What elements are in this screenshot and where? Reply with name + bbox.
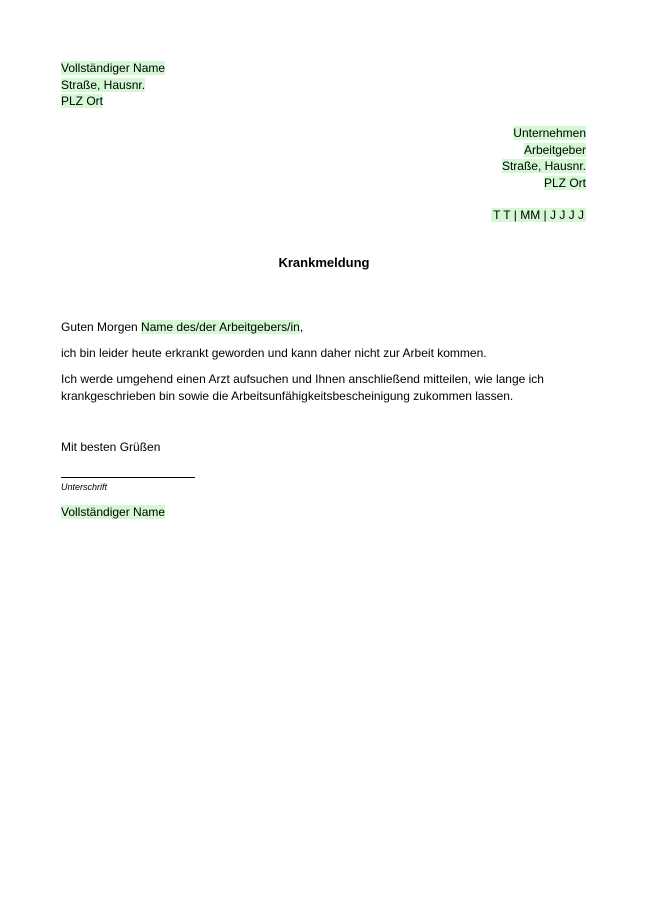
signature-line bbox=[61, 477, 195, 478]
body-paragraph-2-line-1: Ich werde umgehend einen Arzt aufsuchen und Ihnen anschließend mitteilen, wie lange ich bbox=[61, 372, 544, 386]
salutation-name: Name des/der Arbeitgebers/in bbox=[141, 320, 300, 334]
signature-name-line bbox=[61, 504, 165, 520]
letter-date: T T | MM | J J J J bbox=[493, 208, 584, 222]
salutation-suffix: , bbox=[299, 320, 304, 334]
recipient-company: Unternehmen bbox=[513, 126, 586, 140]
salutation bbox=[61, 319, 303, 335]
recipient-city: PLZ Ort bbox=[543, 176, 586, 190]
letter-title: Krankmeldung bbox=[278, 255, 370, 270]
recipient-company-line bbox=[513, 125, 586, 141]
closing: Mit besten Grüßen bbox=[61, 440, 161, 454]
recipient-employer-line bbox=[524, 142, 586, 158]
salutation-prefix: Guten Morgen bbox=[61, 320, 142, 334]
recipient-street: Straße, Hausnr. bbox=[501, 159, 586, 173]
date-line bbox=[491, 207, 586, 223]
sender-city: PLZ Ort bbox=[61, 94, 104, 108]
sender-street-line bbox=[61, 77, 145, 93]
signature-caption: Unterschrift bbox=[61, 482, 108, 492]
sender-city-line bbox=[61, 93, 103, 109]
body-paragraph-2-line-2: krankgeschrieben bin sowie die Arbeitsunfähigkeitsbescheinigung zukommen lassen. bbox=[61, 389, 514, 403]
recipient-city-line bbox=[544, 175, 586, 191]
recipient-employer: Arbeitgeber bbox=[523, 143, 586, 157]
body-paragraph-1: ich bin leider heute erkrankt geworden und kann daher nicht zur Arbeit kommen. bbox=[61, 346, 487, 360]
signature-name: Vollständiger Name bbox=[61, 505, 166, 519]
sender-name-line bbox=[61, 60, 165, 76]
sender-name: Vollständiger Name bbox=[61, 61, 166, 75]
sender-street: Straße, Hausnr. bbox=[61, 78, 146, 92]
recipient-street-line bbox=[502, 158, 586, 174]
